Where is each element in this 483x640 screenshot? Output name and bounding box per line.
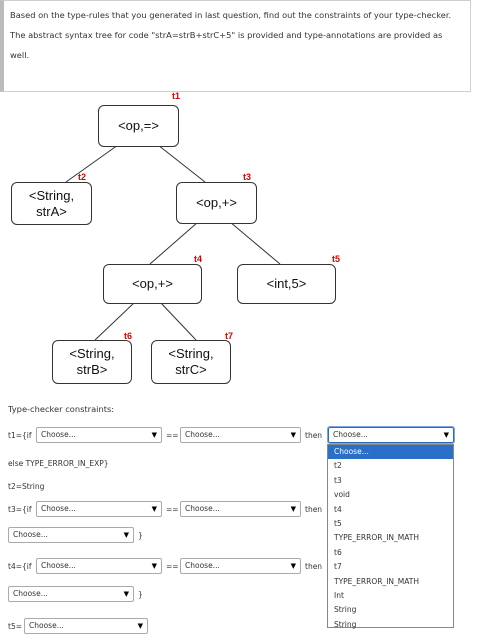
t5-select[interactable]: Choose... ▼ [24, 618, 148, 634]
t1-condition-right-select[interactable]: Choose... ▼ [180, 427, 301, 443]
dropdown-option[interactable]: Choose... [328, 445, 453, 459]
ast-node-op-plus-2: <op,+> [103, 264, 202, 304]
edge-n1-n2 [66, 145, 118, 182]
ast-node-op-plus-1: <op,+> [176, 182, 257, 224]
chevron-down-icon: ▼ [290, 505, 296, 513]
dropdown-option[interactable]: Int [334, 590, 344, 600]
edge-n4-n7 [160, 302, 196, 340]
dropdown-option[interactable]: t2 [334, 461, 342, 471]
t1-then-dropdown-list[interactable] [327, 444, 454, 628]
t1-prefix: t1={if [8, 431, 32, 440]
t3-close-brace: } [138, 531, 143, 540]
t3-then: then [305, 505, 323, 514]
chevron-down-icon: ▼ [123, 590, 129, 598]
t3-prefix: t3={if [8, 505, 32, 514]
dropdown-option[interactable]: t6 [334, 547, 342, 557]
dropdown-option[interactable]: t3 [334, 475, 342, 485]
type-label-t4: t4 [194, 254, 203, 264]
type-label-t3: t3 [243, 172, 252, 182]
edge-n1-n3 [158, 145, 205, 182]
ast-node-string-strB: <String, strB> [52, 340, 132, 384]
t3-eq: == [166, 505, 179, 514]
t1-then-select[interactable]: Choose... ▼ [328, 427, 454, 443]
chevron-down-icon: ▼ [151, 431, 157, 439]
t4-close-brace: } [138, 590, 143, 599]
dropdown-option[interactable]: TYPE_ERROR_IN_MATH [334, 533, 420, 543]
t4-eq: == [166, 562, 179, 571]
chevron-down-icon: ▼ [290, 562, 296, 570]
type-label-t7: t7 [225, 331, 234, 341]
ast-node-string-strC: <String, strC> [151, 340, 231, 384]
t3-else-select[interactable]: Choose... ▼ [8, 527, 134, 543]
t4-condition-left-select[interactable]: Choose... ▼ [36, 558, 162, 574]
dropdown-option[interactable]: t4 [334, 504, 342, 514]
chevron-down-icon: ▼ [290, 431, 296, 439]
ast-node-int-5: <int,5> [237, 264, 336, 304]
t3-condition-right-select[interactable]: Choose... ▼ [180, 501, 301, 517]
chevron-down-icon: ▼ [137, 622, 143, 630]
t4-else-select[interactable]: Choose... ▼ [8, 586, 134, 602]
constraints-heading: Type-checker constraints: [8, 404, 115, 414]
chevron-down-icon: ▼ [123, 531, 129, 539]
t1-condition-left-select[interactable]: Choose... ▼ [36, 427, 162, 443]
t2-line: t2=String [8, 482, 45, 491]
t4-prefix: t4={if [8, 562, 32, 571]
type-label-t1: t1 [172, 91, 181, 101]
chevron-down-icon: ▼ [443, 431, 449, 439]
type-label-t5: t5 [332, 254, 341, 264]
t4-condition-right-select[interactable]: Choose... ▼ [180, 558, 301, 574]
t1-else-line: else TYPE_ERROR_IN_EXP} [8, 459, 109, 468]
t1-then: then [305, 431, 323, 440]
dropdown-option[interactable]: t7 [334, 562, 342, 572]
t4-then: then [305, 562, 323, 571]
dropdown-option[interactable]: String [334, 605, 357, 615]
dropdown-option[interactable]: String [334, 619, 357, 629]
question-text: Based on the type-rules that you generated in last question, find out the constraints of your type-checker. The abstract syntax tree for code "strA=strB+strC+5" is provided and type-annotations are provided as well. [10, 10, 452, 60]
ast-node-op-assign: <op,=> [98, 105, 179, 147]
dropdown-option[interactable]: void [334, 490, 350, 500]
type-label-t2: t2 [78, 172, 87, 182]
t1-eq: == [166, 431, 179, 440]
t3-condition-left-select[interactable]: Choose... ▼ [36, 501, 162, 517]
type-label-t6: t6 [124, 331, 133, 341]
chevron-down-icon: ▼ [151, 505, 157, 513]
dropdown-option[interactable]: TYPE_ERROR_IN_MATH [334, 576, 420, 586]
chevron-down-icon: ▼ [151, 562, 157, 570]
ast-node-string-strA: <String, strA> [11, 182, 92, 225]
t5-prefix: t5= [8, 622, 22, 631]
edge-n3-n5 [230, 222, 280, 264]
edge-n3-n4 [150, 222, 198, 264]
dropdown-option[interactable]: t5 [334, 518, 342, 528]
